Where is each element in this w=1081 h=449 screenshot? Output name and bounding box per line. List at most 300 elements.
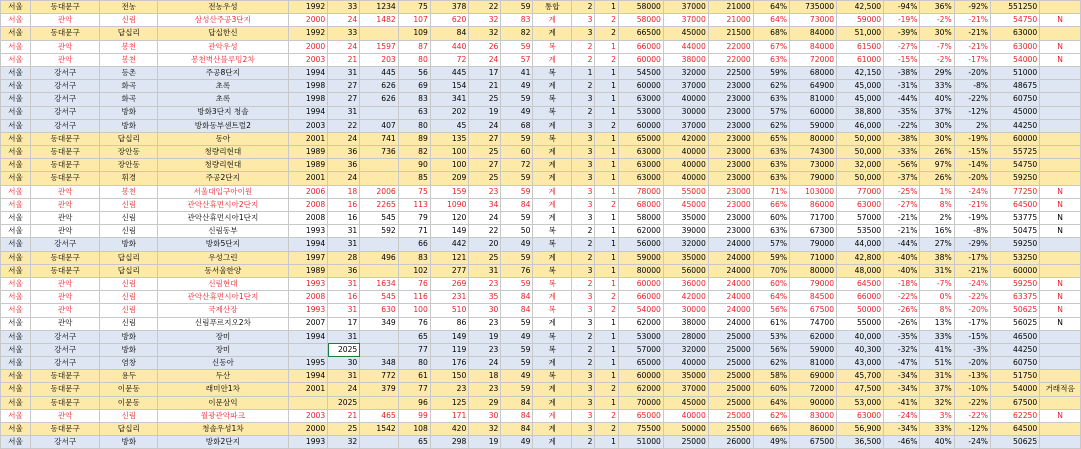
count-cell[interactable]: 620 — [430, 14, 468, 27]
type-cell[interactable]: 복 — [533, 238, 571, 251]
ratio-cell[interactable]: 71% — [753, 185, 789, 198]
ratio-cell[interactable]: 57% — [753, 106, 789, 119]
rise-rate-cell[interactable]: 36% — [920, 1, 954, 14]
area-cell[interactable]: 63 — [398, 106, 430, 119]
note-cell[interactable] — [1040, 436, 1081, 449]
baths-cell[interactable]: 1 — [595, 330, 619, 343]
age-cell[interactable]: 30 — [328, 357, 360, 370]
jeonse-cell[interactable]: 38000 — [663, 53, 708, 66]
count-cell[interactable]: 23 — [430, 383, 468, 396]
peak-price-cell[interactable]: 84000 — [790, 40, 837, 53]
households-cell[interactable]: 348 — [360, 357, 398, 370]
age-cell[interactable]: 24 — [328, 383, 360, 396]
gap-cell[interactable]: 22000 — [708, 53, 753, 66]
district-cell[interactable]: 관악 — [30, 291, 100, 304]
built-year-cell[interactable]: 1994 — [288, 66, 328, 79]
area-cell[interactable]: 109 — [398, 27, 430, 40]
pyeong-cell[interactable]: 26 — [469, 40, 501, 53]
rooms-cell[interactable]: 3 — [571, 172, 595, 185]
jeonse-cell[interactable]: 42000 — [663, 291, 708, 304]
complex-name-cell[interactable]: 주공8단지 — [158, 66, 288, 79]
peak-price-cell[interactable]: 79000 — [790, 172, 837, 185]
size-cell[interactable]: 49 — [501, 106, 533, 119]
households-cell[interactable] — [360, 396, 398, 409]
rooms-cell[interactable]: 2 — [571, 357, 595, 370]
rooms-cell[interactable]: 3 — [571, 27, 595, 40]
price-cell[interactable]: 78000 — [618, 185, 663, 198]
low-price-cell[interactable]: 45,000 — [837, 93, 884, 106]
complex-name-cell[interactable]: 서울대입구아이원 — [158, 185, 288, 198]
size-cell[interactable]: 59 — [501, 185, 533, 198]
count-cell[interactable]: 120 — [430, 212, 468, 225]
price-cell[interactable]: 56000 — [618, 238, 663, 251]
area-cell[interactable]: 89 — [398, 132, 430, 145]
baths-cell[interactable]: 1 — [595, 251, 619, 264]
baths-cell[interactable]: 1 — [595, 40, 619, 53]
gap-cell[interactable]: 24000 — [708, 251, 753, 264]
age-cell[interactable]: 31 — [328, 304, 360, 317]
estimate-cell[interactable]: 60750 — [991, 357, 1040, 370]
district-cell[interactable]: 강서구 — [30, 93, 100, 106]
ratio-cell[interactable]: 58% — [753, 370, 789, 383]
price-cell[interactable]: 62000 — [618, 317, 663, 330]
drop-rate-cell[interactable]: -41% — [884, 396, 920, 409]
low-price-cell[interactable]: 42,800 — [837, 251, 884, 264]
low-price-cell[interactable]: 50,000 — [837, 146, 884, 159]
change-rate-cell[interactable]: -21% — [954, 40, 990, 53]
jeonse-cell[interactable]: 32000 — [663, 238, 708, 251]
price-cell[interactable]: 70000 — [618, 396, 663, 409]
households-cell[interactable] — [360, 343, 398, 356]
complex-name-cell[interactable]: 청량리현대 — [158, 146, 288, 159]
type-cell[interactable]: 복 — [533, 304, 571, 317]
low-price-cell[interactable]: 59000 — [837, 14, 884, 27]
area-cell[interactable]: 83 — [398, 93, 430, 106]
built-year-cell[interactable] — [288, 343, 328, 356]
complex-name-cell[interactable]: 답십한신 — [158, 27, 288, 40]
ratio-cell[interactable]: 63% — [753, 146, 789, 159]
complex-name-cell[interactable]: 이문삼익 — [158, 396, 288, 409]
dong-cell[interactable]: 화곡 — [100, 93, 158, 106]
ratio-cell[interactable]: 63% — [753, 53, 789, 66]
pyeong-cell[interactable]: 19 — [469, 330, 501, 343]
dong-cell[interactable]: 신림 — [100, 317, 158, 330]
note-cell[interactable] — [1040, 172, 1081, 185]
households-cell[interactable] — [360, 159, 398, 172]
rise-rate-cell[interactable]: 13% — [920, 317, 954, 330]
dong-cell[interactable]: 신림 — [100, 212, 158, 225]
jeonse-cell[interactable]: 56000 — [663, 264, 708, 277]
dong-cell[interactable]: 신림 — [100, 14, 158, 27]
peak-price-cell[interactable]: 86000 — [790, 423, 837, 436]
district-cell[interactable]: 동대문구 — [30, 370, 100, 383]
households-cell[interactable] — [360, 264, 398, 277]
change-rate-cell[interactable]: -92% — [954, 1, 990, 14]
drop-rate-cell[interactable]: -46% — [884, 436, 920, 449]
type-cell[interactable]: 계 — [533, 80, 571, 93]
price-cell[interactable]: 65000 — [618, 132, 663, 145]
price-cell[interactable]: 68000 — [618, 198, 663, 211]
pyeong-cell[interactable]: 23 — [469, 343, 501, 356]
low-price-cell[interactable]: 63000 — [837, 198, 884, 211]
change-rate-cell[interactable]: -12% — [954, 106, 990, 119]
type-cell[interactable]: 계 — [533, 172, 571, 185]
baths-cell[interactable]: 1 — [595, 436, 619, 449]
price-cell[interactable]: 60000 — [618, 80, 663, 93]
note-cell[interactable] — [1040, 423, 1081, 436]
dong-cell[interactable]: 봉천 — [100, 185, 158, 198]
area-cell[interactable]: 116 — [398, 291, 430, 304]
built-year-cell[interactable]: 2006 — [288, 185, 328, 198]
built-year-cell[interactable]: 1993 — [288, 436, 328, 449]
complex-name-cell[interactable]: 청솔우성1차 — [158, 423, 288, 436]
baths-cell[interactable]: 1 — [595, 80, 619, 93]
change-rate-cell[interactable]: -15% — [954, 146, 990, 159]
households-cell[interactable] — [360, 238, 398, 251]
pyeong-cell[interactable]: 32 — [469, 14, 501, 27]
built-year-cell[interactable]: 2008 — [288, 291, 328, 304]
price-cell[interactable]: 58000 — [618, 14, 663, 27]
complex-name-cell[interactable]: 동아 — [158, 132, 288, 145]
peak-price-cell[interactable]: 71700 — [790, 212, 837, 225]
type-cell[interactable]: 계 — [533, 251, 571, 264]
built-year-cell[interactable]: 1989 — [288, 159, 328, 172]
jeonse-cell[interactable]: 32000 — [663, 343, 708, 356]
count-cell[interactable]: 100 — [430, 146, 468, 159]
low-price-cell[interactable]: 43,000 — [837, 357, 884, 370]
rise-rate-cell[interactable]: -7% — [920, 40, 954, 53]
peak-price-cell[interactable]: 73000 — [790, 159, 837, 172]
peak-price-cell[interactable]: 73000 — [790, 14, 837, 27]
gap-cell[interactable]: 23000 — [708, 106, 753, 119]
note-cell[interactable]: N — [1040, 291, 1081, 304]
age-cell[interactable]: 36 — [328, 264, 360, 277]
count-cell[interactable]: 86 — [430, 317, 468, 330]
note-cell[interactable]: N — [1040, 212, 1081, 225]
area-cell[interactable]: 80 — [398, 119, 430, 132]
city-cell[interactable]: 서울 — [1, 343, 31, 356]
built-year-cell[interactable]: 2003 — [288, 119, 328, 132]
baths-cell[interactable]: 2 — [595, 409, 619, 422]
estimate-cell[interactable]: 54000 — [991, 383, 1040, 396]
jeonse-cell[interactable]: 40000 — [663, 159, 708, 172]
dong-cell[interactable]: 신림 — [100, 225, 158, 238]
built-year-cell[interactable]: 2000 — [288, 423, 328, 436]
change-rate-cell[interactable]: -19% — [954, 132, 990, 145]
type-cell[interactable]: 계 — [533, 146, 571, 159]
rooms-cell[interactable]: 3 — [571, 132, 595, 145]
rooms-cell[interactable]: 2 — [571, 53, 595, 66]
estimate-cell[interactable]: 63000 — [991, 40, 1040, 53]
note-cell[interactable] — [1040, 27, 1081, 40]
low-price-cell[interactable]: 56,900 — [837, 423, 884, 436]
note-cell[interactable] — [1040, 80, 1081, 93]
rooms-cell[interactable]: 3 — [571, 423, 595, 436]
price-cell[interactable]: 80000 — [618, 264, 663, 277]
jeonse-cell[interactable]: 30000 — [663, 304, 708, 317]
jeonse-cell[interactable]: 40000 — [663, 357, 708, 370]
rise-rate-cell[interactable]: 38% — [920, 251, 954, 264]
households-cell[interactable]: 626 — [360, 93, 398, 106]
drop-rate-cell[interactable]: -32% — [884, 343, 920, 356]
size-cell[interactable]: 82 — [501, 27, 533, 40]
city-cell[interactable]: 서울 — [1, 14, 31, 27]
type-cell[interactable]: 계 — [533, 198, 571, 211]
area-cell[interactable]: 77 — [398, 343, 430, 356]
estimate-cell[interactable]: 54750 — [991, 14, 1040, 27]
city-cell[interactable]: 서울 — [1, 330, 31, 343]
district-cell[interactable]: 관악 — [30, 14, 100, 27]
low-price-cell[interactable]: 53,000 — [837, 396, 884, 409]
rise-rate-cell[interactable]: -2% — [920, 53, 954, 66]
low-price-cell[interactable]: 48,000 — [837, 264, 884, 277]
peak-price-cell[interactable]: 84500 — [790, 291, 837, 304]
jeonse-cell[interactable]: 28000 — [663, 330, 708, 343]
type-cell[interactable]: 복 — [533, 225, 571, 238]
ratio-cell[interactable]: 62% — [753, 357, 789, 370]
estimate-cell[interactable]: 64500 — [991, 423, 1040, 436]
ratio-cell[interactable]: 63% — [753, 172, 789, 185]
city-cell[interactable]: 서울 — [1, 357, 31, 370]
ratio-cell[interactable]: 62% — [753, 119, 789, 132]
dong-cell[interactable]: 휘경 — [100, 172, 158, 185]
households-cell[interactable]: 445 — [360, 66, 398, 79]
area-cell[interactable]: 108 — [398, 423, 430, 436]
size-cell[interactable]: 59 — [501, 251, 533, 264]
pyeong-cell[interactable]: 27 — [469, 159, 501, 172]
low-price-cell[interactable]: 47,500 — [837, 383, 884, 396]
area-cell[interactable]: 83 — [398, 251, 430, 264]
size-cell[interactable]: 83 — [501, 14, 533, 27]
estimate-cell[interactable]: 44250 — [991, 119, 1040, 132]
complex-name-cell[interactable]: 삼성산주공3단지 — [158, 14, 288, 27]
baths-cell[interactable]: 1 — [595, 370, 619, 383]
count-cell[interactable]: 100 — [430, 159, 468, 172]
price-cell[interactable]: 66000 — [618, 291, 663, 304]
rise-rate-cell[interactable]: 37% — [920, 383, 954, 396]
age-cell[interactable]: 18 — [328, 185, 360, 198]
count-cell[interactable]: 45 — [430, 119, 468, 132]
baths-cell[interactable]: 2 — [595, 27, 619, 40]
count-cell[interactable]: 149 — [430, 225, 468, 238]
city-cell[interactable]: 서울 — [1, 370, 31, 383]
district-cell[interactable]: 강서구 — [30, 119, 100, 132]
complex-name-cell[interactable]: 신림푸르지오2차 — [158, 317, 288, 330]
city-cell[interactable]: 서울 — [1, 212, 31, 225]
age-cell[interactable]: 31 — [328, 238, 360, 251]
district-cell[interactable]: 관악 — [30, 225, 100, 238]
dong-cell[interactable]: 답십리 — [100, 251, 158, 264]
rise-rate-cell[interactable]: 30% — [920, 27, 954, 40]
change-rate-cell[interactable]: -24% — [954, 277, 990, 290]
jeonse-cell[interactable]: 40000 — [663, 146, 708, 159]
low-price-cell[interactable]: 45,000 — [837, 80, 884, 93]
built-year-cell[interactable]: 1997 — [288, 251, 328, 264]
gap-cell[interactable]: 23000 — [708, 146, 753, 159]
peak-price-cell[interactable]: 59000 — [790, 119, 837, 132]
city-cell[interactable]: 서울 — [1, 53, 31, 66]
peak-price-cell[interactable]: 67500 — [790, 304, 837, 317]
pyeong-cell[interactable]: 24 — [469, 212, 501, 225]
type-cell[interactable]: 복 — [533, 264, 571, 277]
age-cell[interactable]: 24 — [328, 14, 360, 27]
ratio-cell[interactable]: 60% — [753, 277, 789, 290]
change-rate-cell[interactable]: -22% — [954, 93, 990, 106]
drop-rate-cell[interactable]: -26% — [884, 304, 920, 317]
gap-cell[interactable]: 24000 — [708, 238, 753, 251]
built-year-cell[interactable]: 1993 — [288, 277, 328, 290]
type-cell[interactable]: 계 — [533, 409, 571, 422]
complex-name-cell[interactable]: 주공2단지 — [158, 172, 288, 185]
dong-cell[interactable]: 방화 — [100, 106, 158, 119]
rise-rate-cell[interactable]: 26% — [920, 146, 954, 159]
change-rate-cell[interactable]: -17% — [954, 317, 990, 330]
count-cell[interactable]: 154 — [430, 80, 468, 93]
jeonse-cell[interactable]: 50000 — [663, 423, 708, 436]
change-rate-cell[interactable]: -17% — [954, 251, 990, 264]
dong-cell[interactable]: 방화 — [100, 119, 158, 132]
district-cell[interactable]: 동대문구 — [30, 1, 100, 14]
pyeong-cell[interactable]: 29 — [469, 396, 501, 409]
households-cell[interactable]: 545 — [360, 291, 398, 304]
ratio-cell[interactable]: 62% — [753, 409, 789, 422]
ratio-cell[interactable]: 67% — [753, 40, 789, 53]
jeonse-cell[interactable]: 45000 — [663, 27, 708, 40]
estimate-cell[interactable]: 59250 — [991, 277, 1040, 290]
households-cell[interactable]: 741 — [360, 132, 398, 145]
jeonse-cell[interactable]: 42000 — [663, 132, 708, 145]
count-cell[interactable]: 269 — [430, 277, 468, 290]
drop-rate-cell[interactable]: -38% — [884, 66, 920, 79]
size-cell[interactable]: 59 — [501, 172, 533, 185]
drop-rate-cell[interactable]: -56% — [884, 159, 920, 172]
peak-price-cell[interactable]: 68000 — [790, 66, 837, 79]
age-cell[interactable]: 21 — [328, 53, 360, 66]
type-cell[interactable]: 계 — [533, 159, 571, 172]
built-year-cell[interactable]: 2003 — [288, 409, 328, 422]
ratio-cell[interactable]: 64% — [753, 291, 789, 304]
area-cell[interactable]: 99 — [398, 409, 430, 422]
dong-cell[interactable]: 등촌 — [100, 66, 158, 79]
rooms-cell[interactable]: 2 — [571, 436, 595, 449]
size-cell[interactable]: 59 — [501, 317, 533, 330]
city-cell[interactable]: 서울 — [1, 159, 31, 172]
ratio-cell[interactable]: 63% — [753, 225, 789, 238]
dong-cell[interactable]: 답십리 — [100, 132, 158, 145]
area-cell[interactable]: 75 — [398, 185, 430, 198]
area-cell[interactable]: 77 — [398, 383, 430, 396]
pyeong-cell[interactable]: 19 — [469, 436, 501, 449]
pyeong-cell[interactable]: 27 — [469, 132, 501, 145]
drop-rate-cell[interactable]: -34% — [884, 383, 920, 396]
low-price-cell[interactable]: 77000 — [837, 185, 884, 198]
complex-name-cell[interactable]: 관악우성 — [158, 40, 288, 53]
price-cell[interactable]: 60000 — [618, 119, 663, 132]
low-price-cell[interactable]: 51,000 — [837, 27, 884, 40]
city-cell[interactable]: 서울 — [1, 238, 31, 251]
change-rate-cell[interactable]: -10% — [954, 383, 990, 396]
change-rate-cell[interactable]: -13% — [954, 370, 990, 383]
drop-rate-cell[interactable]: -94% — [884, 1, 920, 14]
area-cell[interactable]: 76 — [398, 317, 430, 330]
rooms-cell[interactable]: 3 — [571, 185, 595, 198]
rise-rate-cell[interactable]: 26% — [920, 172, 954, 185]
built-year-cell[interactable]: 1993 — [288, 304, 328, 317]
complex-name-cell[interactable]: 봉천벽산블루밍2차 — [158, 53, 288, 66]
rooms-cell[interactable]: 3 — [571, 146, 595, 159]
ratio-cell[interactable]: 64% — [753, 1, 789, 14]
area-cell[interactable]: 82 — [398, 146, 430, 159]
pyeong-cell[interactable]: 23 — [469, 185, 501, 198]
district-cell[interactable]: 관악 — [30, 53, 100, 66]
complex-name-cell[interactable]: 월광관악파크 — [158, 409, 288, 422]
low-price-cell[interactable]: 50000 — [837, 304, 884, 317]
peak-price-cell[interactable]: 67500 — [790, 436, 837, 449]
built-year-cell[interactable]: 1998 — [288, 93, 328, 106]
built-year-cell[interactable]: 2001 — [288, 383, 328, 396]
gap-cell[interactable]: 22000 — [708, 40, 753, 53]
change-rate-cell[interactable]: -24% — [954, 185, 990, 198]
change-rate-cell[interactable]: -20% — [954, 172, 990, 185]
baths-cell[interactable]: 1 — [595, 396, 619, 409]
note-cell[interactable] — [1040, 119, 1081, 132]
ratio-cell[interactable]: 56% — [753, 304, 789, 317]
baths-cell[interactable]: 1 — [595, 66, 619, 79]
age-cell[interactable]: 22 — [328, 119, 360, 132]
note-cell[interactable] — [1040, 396, 1081, 409]
area-cell[interactable]: 56 — [398, 66, 430, 79]
estimate-cell[interactable]: 50475 — [991, 225, 1040, 238]
dong-cell[interactable]: 답십리 — [100, 27, 158, 40]
estimate-cell[interactable]: 44250 — [991, 343, 1040, 356]
gap-cell[interactable]: 23000 — [708, 185, 753, 198]
households-cell[interactable]: 1634 — [360, 277, 398, 290]
households-cell[interactable]: 1542 — [360, 423, 398, 436]
complex-name-cell[interactable]: 장미 — [158, 343, 288, 356]
gap-cell[interactable]: 25000 — [708, 409, 753, 422]
gap-cell[interactable]: 25500 — [708, 423, 753, 436]
price-cell[interactable]: 75500 — [618, 423, 663, 436]
rooms-cell[interactable]: 2 — [571, 80, 595, 93]
rise-rate-cell[interactable]: 37% — [920, 106, 954, 119]
count-cell[interactable]: 125 — [430, 396, 468, 409]
count-cell[interactable]: 202 — [430, 106, 468, 119]
drop-rate-cell[interactable]: -27% — [884, 40, 920, 53]
change-rate-cell[interactable]: -24% — [954, 436, 990, 449]
ratio-cell[interactable]: 64% — [753, 396, 789, 409]
drop-rate-cell[interactable]: -26% — [884, 317, 920, 330]
rooms-cell[interactable]: 3 — [571, 291, 595, 304]
type-cell[interactable]: 복 — [533, 106, 571, 119]
rooms-cell[interactable]: 3 — [571, 396, 595, 409]
jeonse-cell[interactable]: 35000 — [663, 212, 708, 225]
jeonse-cell[interactable]: 55000 — [663, 185, 708, 198]
price-cell[interactable]: 60000 — [618, 370, 663, 383]
estimate-cell[interactable]: 60000 — [991, 264, 1040, 277]
size-cell[interactable]: 49 — [501, 330, 533, 343]
rise-rate-cell[interactable]: 33% — [920, 330, 954, 343]
age-cell[interactable]: 21 — [328, 409, 360, 422]
pyeong-cell[interactable]: 25 — [469, 251, 501, 264]
ratio-cell[interactable]: 63% — [753, 93, 789, 106]
dong-cell[interactable]: 용두 — [100, 370, 158, 383]
estimate-cell[interactable]: 50625 — [991, 304, 1040, 317]
ratio-cell[interactable]: 59% — [753, 251, 789, 264]
estimate-cell[interactable]: 55725 — [991, 146, 1040, 159]
age-cell[interactable]: 36 — [328, 146, 360, 159]
district-cell[interactable]: 관악 — [30, 198, 100, 211]
rise-rate-cell[interactable]: 2% — [920, 212, 954, 225]
